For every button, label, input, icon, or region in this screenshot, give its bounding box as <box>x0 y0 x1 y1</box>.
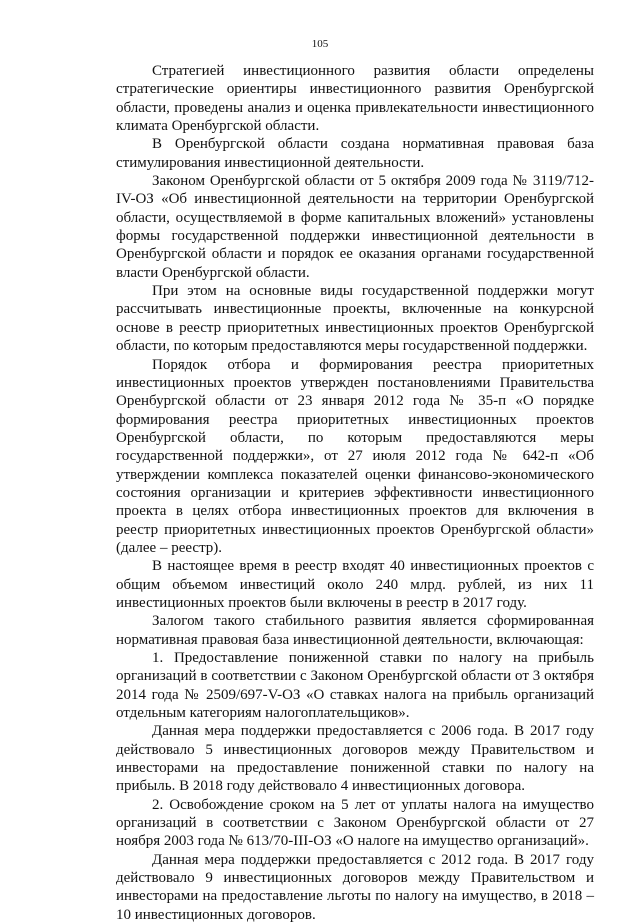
paragraph-property-tax-agreements: Данная мера поддержки предоставляется с 2012 года. В 2017 году действовало 9 инвестиционных договоров между Правительством и инвесторами на предоставление льготы по налогу на имущество, в 2018 – 10 инвестиционных договоров. <box>116 851 594 923</box>
page-number: 105 <box>311 38 329 50</box>
paragraph-registry-procedure: Порядок отбора и формирования реестра приоритетных инвестиционных проектов утвержден постановлениями Правительства Оренбургской области от 23 января 2012 года № 35-п «О порядке формирования реестра приоритетных инвестиционных проектов Оренбургской области, по которым предоставляются меры государственной поддержки», от 27 июля 2012 года № 642-п «Об утверждении комплекса показателей оценки финансово-экономического состояния организации и критериев эффективности инвестиционного проекта в целях отбора инвестиционных проектов для включения в реестр приоритетных инвестиционных проектов Оренбургской области» (далее – реестр). <box>116 356 594 556</box>
paragraph-profit-tax-rate: 1. Предоставление пониженной ставки по налогу на прибыль организаций в соответствии с Законом Оренбургской области от 3 октября 2014 года № 2509/697-V-ОЗ «О ставках налога на прибыль организаций отдельным категориям налогоплательщиков». <box>116 650 594 722</box>
paragraph-profit-tax-agreements: Данная мера поддержки предоставляется с 2006 года. В 2017 году действовало 5 инвестиционных договоров между Правительством и инвесторами на предоставление пониженной ставки по налогу на прибыль. В 2018 году действовало 4 инвестиционных договора. <box>116 723 594 795</box>
paragraph-registry-status: В настоящее время в реестр входят 40 инвестиционных проектов с общим объемом инвестиций около 240 млрд. рублей, из них 11 инвестиционных проектов были включены в реестр в 2017 году. <box>116 558 594 611</box>
paragraph-support-eligibility: При этом на основные виды государственной поддержки могут рассчитывать инвестиционные проекты, включенные на конкурсной основе в реестр приоритетных инвестиционных проектов Оренбургской области, по которым предоставляются меры государственной поддержки. <box>116 283 594 355</box>
paragraph-strategy: Стратегией инвестиционного развития области определены стратегические ориентиры инвестиционного развития Оренбургской области, проведены анализ и оценка привлекательности инвестиционного климата Оренбургской области. <box>116 63 594 135</box>
paragraph-legal-base: В Оренбургской области создана нормативная правовая база стимулирования инвестиционной деятельности. <box>116 136 594 171</box>
document-body <box>116 62 594 924</box>
paragraph-law-3119: Законом Оренбургской области от 5 октября 2009 года № 3119/712-IV-ОЗ «Об инвестиционной деятельности на территории Оренбургской области, осуществляемой в форме капитальных вложений» установлены формы государственной поддержки инвестиционной деятельности в Оренбургской области и порядок ее оказания органами государственной власти Оренбургской области. <box>116 173 594 281</box>
paragraph-legal-framework-intro: Залогом такого стабильного развития является сформированная нормативная правовая база инвестиционной деятельности, включающая: <box>116 613 594 648</box>
paragraph-property-tax-exemption: 2. Освобождение сроком на 5 лет от уплаты налога на имущество организаций в соответствии с Законом Оренбургской области от 27 ноября 2003 года № 613/70-III-ОЗ «О налоге на имущество организаций». <box>116 796 594 850</box>
